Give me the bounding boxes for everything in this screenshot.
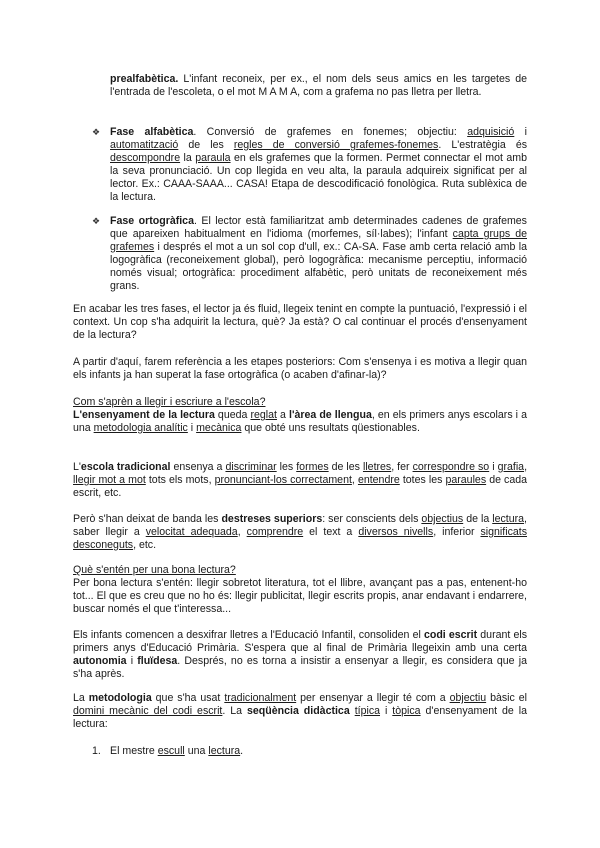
paragraph-children-decipher: Els infants comencen a desxifrar lletres a l'Educació Infantil, consoliden el codi escrit durant els primers anys d'Educació Primària. S'espera que al final de Primària llegeixin amb una certa autonomia i fluïdesa. Després, no es torna a insistir a ensenyar a llegir, es considera que ja s'ha après. (73, 629, 528, 680)
intro-paragraph: prealfabètica. L'infant reconeix, per ex., el nom dels seus amics en les targetes de l'entrada de l'escoleta, o el mot M A M A, com a grafema no pas lletra per lletra. (110, 73, 527, 98)
bullet-fase-ortografica: Fase ortogràfica. El lector està familiaritzat amb determinades cadenes de grafemes que apareixen habitualment en l'idioma (morfemes, síl·labes); l'infant capta grups de grafemes i després el mot a un sol cop d'ull, ex.: CA-SA. Fase amb certa relació amb la logogràfica (reconeixement global), però logogràfica: mecanisme perceptiu, informació només visual; ortogràfica: procediment alfabètic, però unitats de reconeixement més grans. (110, 215, 527, 292)
bullet-diamond-icon: ❖ (92, 216, 101, 226)
paragraph-fluid-reader: En acabar les tres fases, el lector ja és fluid, llegeix tenint en compte la puntuació, l'expressió i el context. Un cop s'ha adquirit la lectura, què? Ja està? O cal continuar el procés d'ensenyament de la lectura? (73, 303, 527, 341)
paragraph-later-stages: A partir d'aquí, farem referència a les etapes posteriors: Com s'ensenya i es motiva a llegir quan els infants ja han superat la fase ortogràfica (o acaben d'afinar-la)? (73, 356, 527, 381)
paragraph-teaching-reading: L'ensenyament de la lectura queda reglat a l'àrea de llengua, en els primers anys escolars i a una metodologia analític i mecànica que obté uns resultats qüestionables. (73, 409, 527, 434)
bullet-diamond-icon: ❖ (92, 127, 101, 137)
list-item: El mestre escull una lectura. (110, 745, 244, 757)
bullet-fase-alfabetica: Fase alfabètica. Conversió de grafemes en fonemes; objectiu: adquisició i automatització de les regles de conversió grafemes-fonemes. L'estratègia és descompondre la paraula en els grafemes que la formen. Permet connectar el mot amb la seva pronunciació. Un cop llegida en veu alta, la paraula adquireix significat per al lector. Ex.: CAAA-SAAA... CASA! Etapa de descodificació fonològica. Ruta sublèxica de la lectura. (110, 126, 528, 203)
section-heading-learn-school: Com s'aprèn a llegir i escriure a l'escola? (73, 396, 266, 408)
section-heading-good-reading: Què s'entén per una bona lectura? (73, 564, 236, 576)
paragraph-methodology: La metodologia que s'ha usat tradicionalment per ensenyar a llegir té com a objectiu bàsic el domini mecànic del codi escrit. La seqüència didàctica típica i tòpica d'ensenyament de la lectura: (73, 692, 527, 730)
paragraph-good-reading: Per bona lectura s'entén: llegir sobretot literatura, tot el llibre, avançant pas a pas, entenent-ho tot... El que es creu que no ho és: llegir publicitat, llegir escrits propis, anar endavant i endarrere, buscar només el que t'interessa... (73, 577, 527, 615)
term-prealfabetica: prealfabètica. (110, 73, 179, 85)
paragraph-traditional-school: L'escola tradicional ensenya a discriminar les formes de les lletres, fer correspondre so i grafia, llegir mot a mot tots els mots, pronunciant-los correctament, entendre totes les paraules de cada escrit, etc. (73, 461, 528, 499)
paragraph-higher-skills: Però s'han deixat de banda les destreses superiors: ser conscients dels objectius de la lectura, saber llegir a velocitat adequada, comprendre el text a diversos nivells, inferior significats desconeguts, etc. (73, 513, 527, 551)
list-number: 1. (92, 745, 101, 757)
